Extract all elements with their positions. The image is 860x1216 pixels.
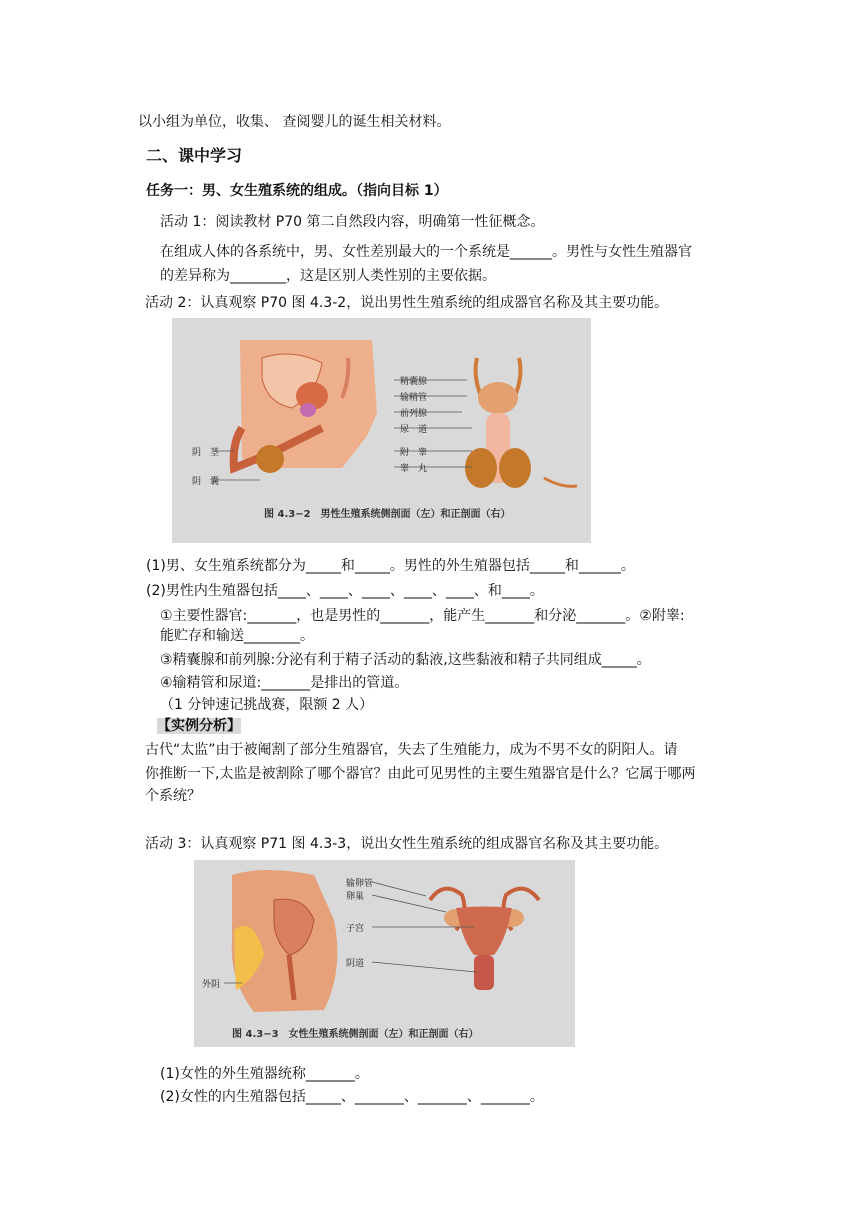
label-urethra: 尿 道 bbox=[400, 425, 428, 435]
case-analysis-label: 【实例分析】 bbox=[157, 718, 241, 734]
case-analysis-title bbox=[157, 716, 241, 736]
label-penis: 阴 茎 bbox=[192, 448, 220, 458]
label-vas-deferens: 输精管 bbox=[400, 393, 428, 403]
female-question-1: (1)女性的外生殖器统称_______。 bbox=[160, 1066, 369, 1082]
label-epididymis: 附 睾 bbox=[400, 448, 428, 458]
figure2-caption: 图 4.3−3 女性生殖系统侧剖面（左）和正剖面（右） bbox=[232, 1029, 479, 1040]
label-uterus: 子宫 bbox=[346, 924, 365, 934]
figure-male-reproductive bbox=[172, 318, 591, 543]
activity1-line2: 的差异称为________，这是区别人类性别的主要依据。 bbox=[160, 268, 496, 284]
task1-title: 任务一：男、女生殖系统的组成。（指向目标 1） bbox=[146, 183, 448, 199]
label-seminal-vesicle: 精囊腺 bbox=[400, 377, 428, 387]
label-fallopian-tube: 输卵管 bbox=[346, 879, 374, 889]
label-testis: 睾 丸 bbox=[400, 464, 428, 474]
figure-female-reproductive bbox=[194, 860, 575, 1047]
section-title: 二、课中学习 bbox=[146, 146, 243, 165]
activity1-title: 活动 1：阅读教材 P70 第二自然段内容，明确第一性征概念。 bbox=[160, 214, 545, 230]
intro-text: 以小组为单位，收集、 查阅婴儿的诞生相关材料。 bbox=[138, 114, 451, 130]
label-prostate: 前列腺 bbox=[400, 409, 428, 419]
male-question-1: (1)男、女生殖系统都分为_____和_____。男性的外生殖器包括_____和______。 bbox=[146, 558, 635, 574]
activity1-line1: 在组成人体的各系统中，男、女性差别最大的一个系统是______。男性与女性生殖器官 bbox=[160, 244, 692, 260]
label-scrotum: 阴 囊 bbox=[192, 477, 220, 487]
female-anatomy-illustration bbox=[194, 860, 575, 1047]
label-ovary: 卵巢 bbox=[346, 892, 365, 902]
activity2-title: 活动 2：认真观察 P70 图 4.3-2，说出男性生殖系统的组成器官名称及其主要功能。 bbox=[145, 295, 669, 311]
male-question-2b: 能贮存和输送________。 bbox=[160, 628, 314, 644]
case-line-3: 个系统？ bbox=[145, 788, 201, 804]
female-question-2: (2)女性的内生殖器包括_____、_______、_______、_______。 bbox=[160, 1089, 544, 1105]
activity3-title: 活动 3：认真观察 P71 图 4.3-3，说出女性生殖系统的组成器官名称及其主要功能。 bbox=[145, 836, 669, 852]
figure1-caption: 图 4.3−2 男性生殖系统侧剖面（左）和正剖面（右） bbox=[264, 509, 511, 520]
label-vulva: 外阴 bbox=[202, 980, 221, 990]
case-line-1: 古代“太监”由于被阉割了部分生殖器官，失去了生殖能力，成为不男不女的阴阳人。请 bbox=[145, 742, 678, 758]
label-vagina: 阴道 bbox=[346, 959, 365, 969]
case-line-2: 你推断一下,太监是被割除了哪个器官？由此可见男性的主要生殖器官是什么？它属于哪两 bbox=[145, 766, 696, 782]
male-question-2c: ③精囊腺和前列腺:分泌有利于精子活动的黏液,这些黏液和精子共同组成_____。 bbox=[160, 652, 651, 668]
speed-challenge-note: （1 分钟速记挑战赛，限额 2 人） bbox=[160, 697, 374, 713]
male-question-2d: ④输精管和尿道:_______是排出的管道。 bbox=[160, 675, 409, 691]
male-question-2: (2)男性内生殖器包括____、____、____、____、____、和____。 bbox=[146, 583, 544, 599]
male-question-2a: ①主要性器官:_______，也是男性的_______，能产生_______和分泌_______。②附睾: bbox=[160, 608, 685, 624]
